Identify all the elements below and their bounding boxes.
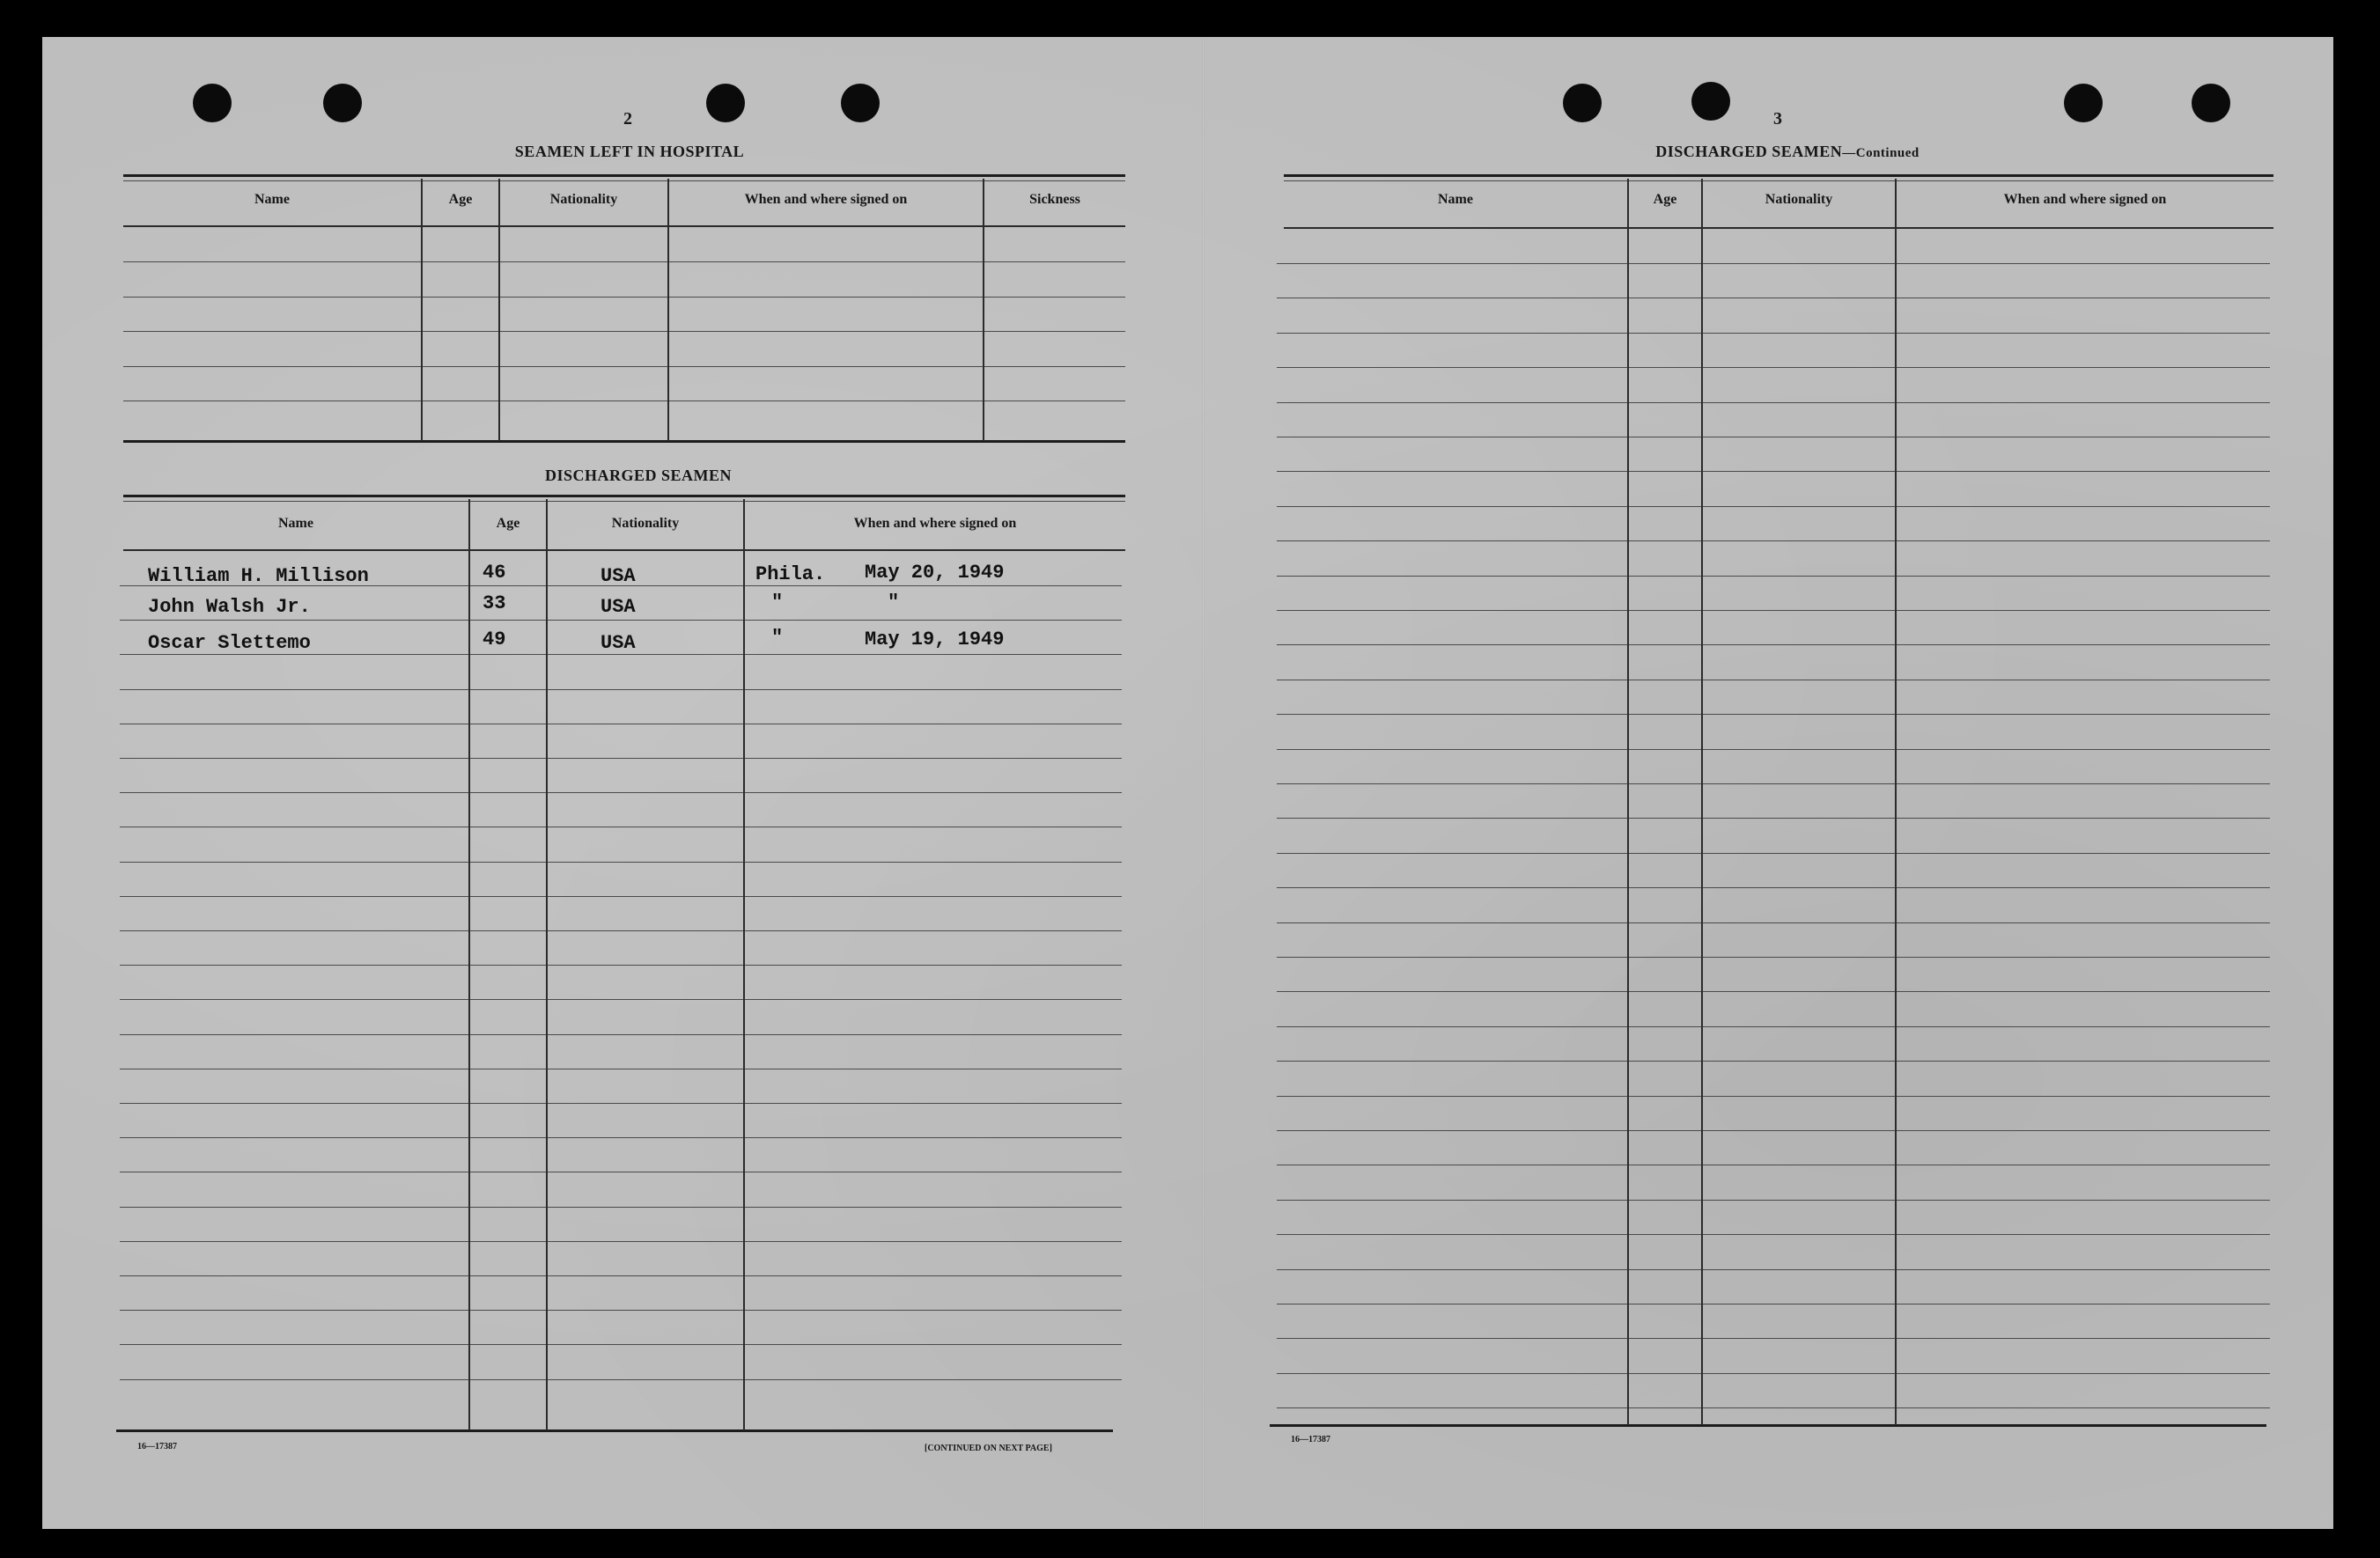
right-top-rule xyxy=(1284,174,2273,177)
seaman-nationality: USA xyxy=(601,596,636,618)
ruled-line xyxy=(1277,471,2270,472)
discharged-col-name: Name xyxy=(278,516,313,531)
right-col-divider xyxy=(1895,179,1897,1425)
seaman-signed-place: " xyxy=(771,592,784,614)
ruled-line xyxy=(123,331,1125,332)
right-col-name: Name xyxy=(1438,192,1473,207)
discharged-continued-title-main: DISCHARGED SEAMEN xyxy=(1655,143,1843,160)
right-col-signed-on: When and where signed on xyxy=(2003,192,2167,207)
discharged-top-rule-2 xyxy=(123,501,1125,502)
page-number: 3 xyxy=(1773,109,1782,129)
hospital-col-name: Name xyxy=(254,192,290,207)
ruled-line xyxy=(1277,1061,2270,1062)
ruled-line xyxy=(1277,1200,2270,1201)
ruled-line xyxy=(1277,333,2270,334)
right-col-divider xyxy=(1627,179,1629,1425)
ruled-line xyxy=(120,1379,1122,1380)
discharged-col-divider xyxy=(468,499,470,1430)
ruled-line xyxy=(120,654,1122,655)
ruled-line xyxy=(120,1103,1122,1104)
hospital-col-divider xyxy=(667,179,669,441)
hospital-section-title: SEAMEN LEFT IN HOSPITAL xyxy=(514,143,745,160)
hospital-col-signed-on: When and where signed on xyxy=(744,192,908,207)
right-col-age: Age xyxy=(1653,192,1677,207)
ruled-line xyxy=(120,965,1122,966)
ruled-line xyxy=(120,1241,1122,1242)
seaman-age: 33 xyxy=(483,592,506,614)
discharged-col-divider xyxy=(546,499,548,1430)
ruled-line xyxy=(120,1344,1122,1345)
ruled-line xyxy=(123,366,1125,367)
ruled-line xyxy=(120,1310,1122,1311)
ruled-line xyxy=(123,261,1125,262)
right-header-rule xyxy=(1284,227,2273,229)
seaman-signed-place: Phila. xyxy=(755,563,826,585)
ruled-line xyxy=(1277,367,2270,368)
discharged-continued-title-suffix: —Continued xyxy=(1842,146,1919,160)
discharged-col-signed-on: When and where signed on xyxy=(853,516,1017,531)
discharged-section-title: DISCHARGED SEAMEN xyxy=(544,467,733,484)
ruled-line xyxy=(1277,1096,2270,1097)
punch-hole-icon xyxy=(1563,84,1602,122)
seaman-name: Oscar Slettemo xyxy=(148,632,311,654)
ruled-line xyxy=(120,758,1122,759)
ruled-line xyxy=(120,930,1122,931)
punch-hole-icon xyxy=(2064,84,2103,122)
ruled-line xyxy=(1277,1407,2270,1408)
ruled-line xyxy=(120,1034,1122,1035)
ruled-line xyxy=(120,689,1122,690)
ruled-line xyxy=(120,862,1122,863)
discharged-top-rule xyxy=(123,495,1125,497)
ruled-line xyxy=(1277,887,2270,888)
ruled-line xyxy=(1277,1130,2270,1131)
ruled-line xyxy=(1277,263,2270,264)
seaman-signed-date: May 20, 1949 xyxy=(865,562,1005,584)
page-fold xyxy=(1202,37,1205,1529)
ruled-line xyxy=(1277,1026,2270,1027)
seaman-nationality: USA xyxy=(601,565,636,587)
ruled-line xyxy=(120,620,1122,621)
ruled-line xyxy=(1277,576,2270,577)
continued-note: [CONTINUED ON NEXT PAGE] xyxy=(925,1444,1052,1453)
ruled-line xyxy=(1277,922,2270,923)
ruled-line xyxy=(1277,1373,2270,1374)
hospital-col-age: Age xyxy=(448,192,473,207)
ruled-line xyxy=(1277,402,2270,403)
hospital-col-divider xyxy=(498,179,500,441)
ruled-line xyxy=(1277,749,2270,750)
ruled-line xyxy=(1277,540,2270,541)
ruled-line xyxy=(1277,644,2270,645)
hospital-bottom-rule xyxy=(123,440,1125,443)
ruled-line xyxy=(1277,783,2270,784)
discharged-col-divider xyxy=(743,499,745,1430)
form-number: 16—17387 xyxy=(137,1442,177,1451)
ruled-line xyxy=(1277,818,2270,819)
ruled-line xyxy=(120,792,1122,793)
punch-hole-icon xyxy=(193,84,232,122)
right-col-nationality: Nationality xyxy=(1765,192,1833,207)
ruled-line xyxy=(1277,1269,2270,1270)
punch-hole-icon xyxy=(1691,82,1730,121)
ruled-line xyxy=(120,896,1122,897)
ruled-line xyxy=(120,999,1122,1000)
ruled-line xyxy=(120,1275,1122,1276)
ruled-line xyxy=(1277,714,2270,715)
ruled-line xyxy=(1277,1338,2270,1339)
seaman-signed-date: " xyxy=(888,592,900,614)
seaman-age: 49 xyxy=(483,628,506,650)
right-col-divider xyxy=(1701,179,1703,1425)
ruled-line xyxy=(1277,610,2270,611)
seaman-signed-date: May 19, 1949 xyxy=(865,628,1005,650)
ruled-line xyxy=(120,1207,1122,1208)
right-bottom-rule xyxy=(1270,1424,2266,1427)
seaman-name: John Walsh Jr. xyxy=(148,596,311,618)
discharged-col-nationality: Nationality xyxy=(611,516,680,531)
seaman-name: William H. Millison xyxy=(148,565,369,587)
ruled-line xyxy=(1277,957,2270,958)
page-number: 2 xyxy=(623,109,632,129)
hospital-col-sickness: Sickness xyxy=(1029,192,1080,207)
ruled-line xyxy=(1277,506,2270,507)
ruled-line xyxy=(1277,1234,2270,1235)
seaman-signed-place: " xyxy=(771,627,784,649)
seaman-age: 46 xyxy=(483,562,506,584)
ruled-line xyxy=(1277,853,2270,854)
hospital-col-divider xyxy=(421,179,423,441)
discharged-col-age: Age xyxy=(496,516,520,531)
hospital-col-divider xyxy=(983,179,984,441)
punch-hole-icon xyxy=(323,84,362,122)
ruled-line xyxy=(1277,991,2270,992)
ruled-line xyxy=(123,297,1125,298)
hospital-header-rule xyxy=(123,225,1125,227)
hospital-col-nationality: Nationality xyxy=(549,192,618,207)
hospital-top-rule-2 xyxy=(123,180,1125,181)
discharged-header-rule xyxy=(123,549,1125,551)
right-top-rule-2 xyxy=(1284,180,2273,181)
hospital-top-rule xyxy=(123,174,1125,177)
ruled-line xyxy=(120,1137,1122,1138)
punch-hole-icon xyxy=(706,84,745,122)
punch-hole-icon xyxy=(2192,84,2230,122)
seaman-nationality: USA xyxy=(601,632,636,654)
discharged-bottom-rule xyxy=(116,1429,1113,1432)
punch-hole-icon xyxy=(841,84,880,122)
form-number: 16—17387 xyxy=(1291,1435,1330,1444)
discharged-continued-title xyxy=(1550,143,2025,161)
